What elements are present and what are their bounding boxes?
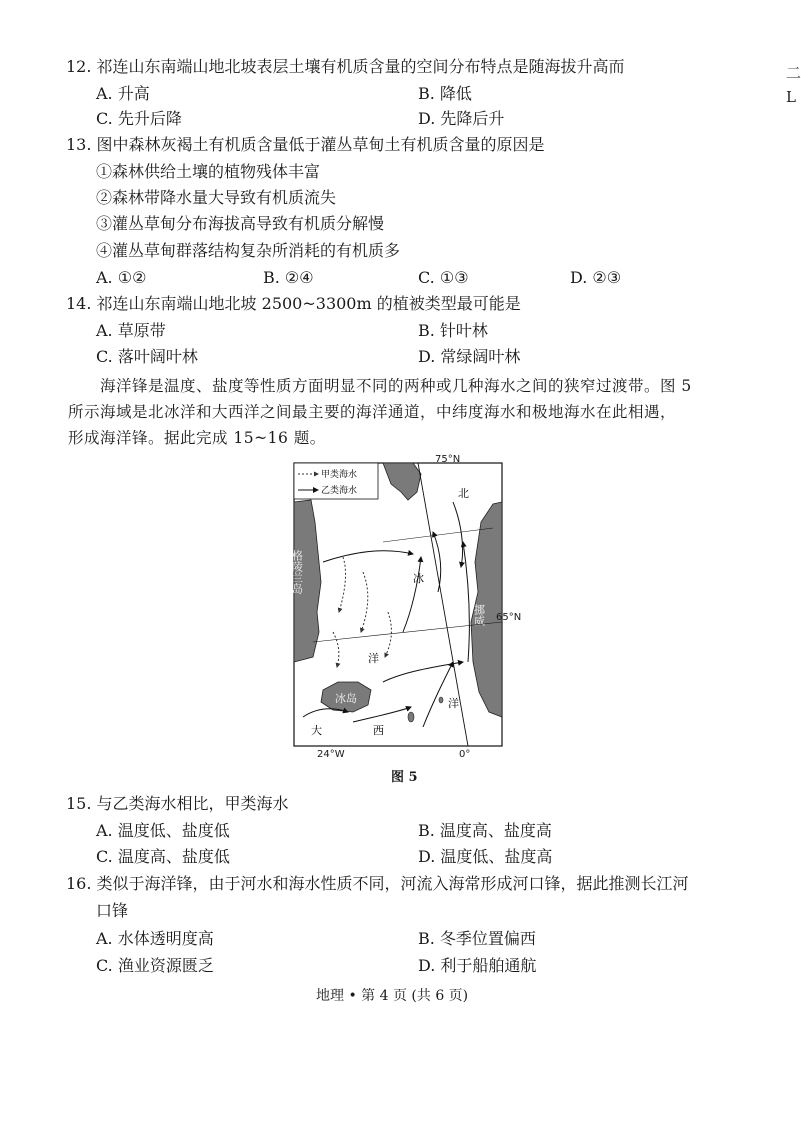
q12-option-c[interactable]: C. 先升后降 bbox=[96, 109, 182, 128]
edge-mark-bottom: L bbox=[786, 88, 796, 106]
label-bing: 冰 bbox=[413, 572, 424, 585]
q13-item-1: ①森林供给土壤的植物残体丰富 bbox=[96, 162, 321, 181]
iceland-label: 冰岛 bbox=[335, 692, 357, 705]
legend-jia-label: 甲类海水 bbox=[321, 470, 358, 480]
question-16-stem-line-2: 口锋 bbox=[96, 901, 129, 920]
passage-line-3: 形成海洋锋。据此完成 15~16 题。 bbox=[68, 429, 326, 447]
label-bei: 北 bbox=[458, 487, 469, 500]
passage bbox=[68, 373, 748, 451]
figure-caption: 图 5 bbox=[391, 770, 418, 785]
q14-option-b[interactable]: B. 针叶林 bbox=[418, 321, 488, 340]
question-13-stem: 图中森林灰褐土有机质含量低于灌丛草甸土有机质含量的原因是 bbox=[96, 135, 545, 154]
edge-mark-top: 二 bbox=[786, 64, 801, 82]
question-13 bbox=[66, 134, 545, 156]
question-15-stem: 与乙类海水相比，甲类海水 bbox=[96, 794, 289, 813]
q13-item-4: ④灌丛草甸群落结构复杂所消耗的有机质多 bbox=[96, 241, 401, 260]
question-16-stem-line-1: 类似于海洋锋，由于河水和海水性质不同，河流入海常形成河口锋，据此推测长江河 bbox=[96, 874, 689, 893]
q15-option-c[interactable]: C. 温度高、盐度低 bbox=[96, 847, 230, 866]
question-13-number: 13. bbox=[66, 135, 92, 154]
question-15 bbox=[66, 793, 289, 815]
q14-option-a[interactable]: A. 草原带 bbox=[96, 321, 166, 340]
greenland-label: 格陵兰岛 bbox=[290, 550, 304, 594]
question-16 bbox=[66, 873, 689, 895]
q12-option-d[interactable]: D. 先降后升 bbox=[418, 109, 505, 128]
label-xi: 西 bbox=[373, 724, 384, 737]
q16-option-d[interactable]: D. 利于船舶通航 bbox=[418, 956, 537, 975]
label-yang-2: 洋 bbox=[448, 697, 459, 710]
q13-option-a[interactable]: A. ①② bbox=[96, 268, 147, 287]
q16-option-c[interactable]: C. 渔业资源匮乏 bbox=[96, 956, 214, 975]
q12-option-a[interactable]: A. 升高 bbox=[96, 84, 150, 103]
question-12-number: 12. bbox=[66, 57, 92, 76]
page-footer: 地理 • 第 4 页 (共 6 页) bbox=[316, 988, 469, 1004]
q13-option-c[interactable]: C. ①③ bbox=[418, 268, 469, 287]
figure-5-map bbox=[290, 454, 522, 760]
q13-item-2: ②森林带降水量大导致有机质流失 bbox=[96, 188, 337, 207]
q15-option-d[interactable]: D. 温度低、盐度高 bbox=[418, 847, 553, 866]
question-12-stem: 祁连山东南端山地北坡表层土壤有机质含量的空间分布特点是随海拔升高而 bbox=[96, 57, 625, 76]
question-14-number: 14. bbox=[66, 294, 92, 313]
q14-option-c[interactable]: C. 落叶阔叶林 bbox=[96, 347, 198, 366]
label-75n: 75°N bbox=[435, 454, 461, 465]
question-16-number: 16. bbox=[66, 874, 92, 893]
map-svg bbox=[290, 462, 503, 747]
q14-option-d[interactable]: D. 常绿阔叶林 bbox=[418, 347, 521, 366]
q15-option-b[interactable]: B. 温度高、盐度高 bbox=[418, 821, 552, 840]
label-0: 0° bbox=[459, 749, 471, 760]
faroe-island bbox=[408, 712, 414, 722]
question-15-number: 15. bbox=[66, 794, 92, 813]
q16-option-b[interactable]: B. 冬季位置偏西 bbox=[418, 929, 536, 948]
label-24w: 24°W bbox=[317, 749, 345, 760]
norway-label: 挪威 bbox=[472, 604, 486, 626]
q13-item-3: ③灌丛草甸分布海拔高导致有机质分解慢 bbox=[96, 214, 385, 233]
passage-line-2: 所示海域是北冰洋和大西洋之间最主要的海洋通道，中纬度海水和极地海水在此相遇， bbox=[68, 403, 677, 421]
legend-yi-label: 乙类海水 bbox=[321, 486, 358, 496]
small-island bbox=[439, 697, 443, 703]
question-14-stem: 祁连山东南端山地北坡 2500~3300m 的植被类型最可能是 bbox=[96, 294, 521, 313]
label-da: 大 bbox=[311, 724, 322, 737]
question-14 bbox=[66, 293, 521, 315]
q12-option-b[interactable]: B. 降低 bbox=[418, 84, 472, 103]
q16-option-a[interactable]: A. 水体透明度高 bbox=[96, 929, 214, 948]
label-65n: 65°N bbox=[496, 612, 522, 623]
q13-option-b[interactable]: B. ②④ bbox=[263, 268, 314, 287]
q15-option-a[interactable]: A. 温度低、盐度低 bbox=[96, 821, 230, 840]
q13-option-d[interactable]: D. ②③ bbox=[570, 268, 622, 287]
passage-line-1: 海洋锋是温度、盐度等性质方面明显不同的两种或几种海水之间的狭窄过渡带。图 5 bbox=[100, 377, 692, 395]
question-12 bbox=[66, 56, 625, 78]
label-yang-1: 洋 bbox=[368, 652, 379, 665]
